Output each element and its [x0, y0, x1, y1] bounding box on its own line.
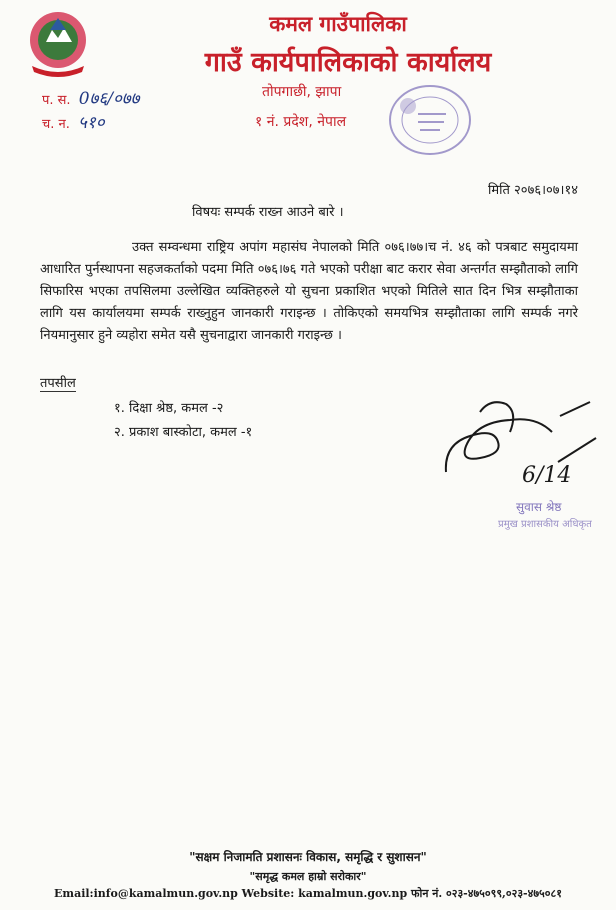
office-stamp-icon — [384, 80, 476, 160]
footer-contact: Email:info@kamalmun.gov.np Website: kamalmun.gov.np फोन नं. ०२३-४७५०९९,०२३-४७५०८१ — [54, 887, 562, 900]
office-title: गाउँ कार्यपालिकाको कार्यालय — [204, 47, 492, 78]
dispatch-number-label: च. न. — [42, 117, 70, 132]
letter-number-label: प. स. — [42, 93, 71, 108]
letter-body: उक्त सम्वन्धमा राष्ट्रिय अपांग महासंघ नेपालको मिति ०७६।७७।च नं. ४६ को पत्रबाट समुदायमा आधारित पुर्नस्थापना सहजकर्ताको पदमा मिति ०७६।७६ गते भएको परीक्षा बाट करार सेवा अन्तर्गत सम्झौताको लागि सिफारिस भएका तपसिलमा उल्लेखित व्यक्तिहरुले यो सुचना प्रकाशित भएको मितिले सात दिन भित्र सम्झौताका लागि यस कार्यालयमा सम्पर्क राख्नुहुन जानकारी गराइन्छ । तोकिएको समयभित्र सम्झौताका लागि सम्पर्क नगरे नियमानुसार हुने व्यहोरा समेत यसै सुचनाद्वारा जानकारी गराइन्छ । — [40, 240, 578, 343]
letter-date: मिति २०७६।०७।१४ — [488, 183, 578, 198]
address-line-1: तोपगाछी, झापा — [262, 84, 342, 100]
signature-date: 6/14 — [522, 463, 572, 488]
signer-name: सुवास श्रेष्ठ — [516, 500, 562, 514]
list-item: १. दिक्षा श्रेष्ठ, कमल -२ — [114, 401, 224, 416]
signature-icon — [440, 392, 600, 492]
office-name: कमल गाउँपालिका — [269, 12, 407, 36]
letter-subject: विषयः सम्पर्क राख्न आउने बारे । — [192, 205, 344, 220]
letter-number — [42, 86, 139, 109]
signer-title: प्रमुख प्रशासकीय अधिकृत — [498, 519, 592, 530]
list-item: २. प्रकाश बास्कोटा, कमल -१ — [114, 425, 253, 440]
letter-number-value: 0७६/०७७ — [78, 89, 140, 109]
footer-slogan-2: "समृद्ध कमल हाम्रो सरोकार" — [249, 870, 367, 883]
dispatch-number-value: ५१० — [78, 113, 105, 133]
footer-slogan-1: "सक्षम निजामति प्रशासनः विकास, समृद्धि र सुशासन" — [189, 850, 427, 864]
details-heading: तपसील — [40, 373, 76, 392]
address-line-2: १ नं. प्रदेश, नेपाल — [255, 114, 347, 130]
dispatch-number — [42, 110, 105, 133]
